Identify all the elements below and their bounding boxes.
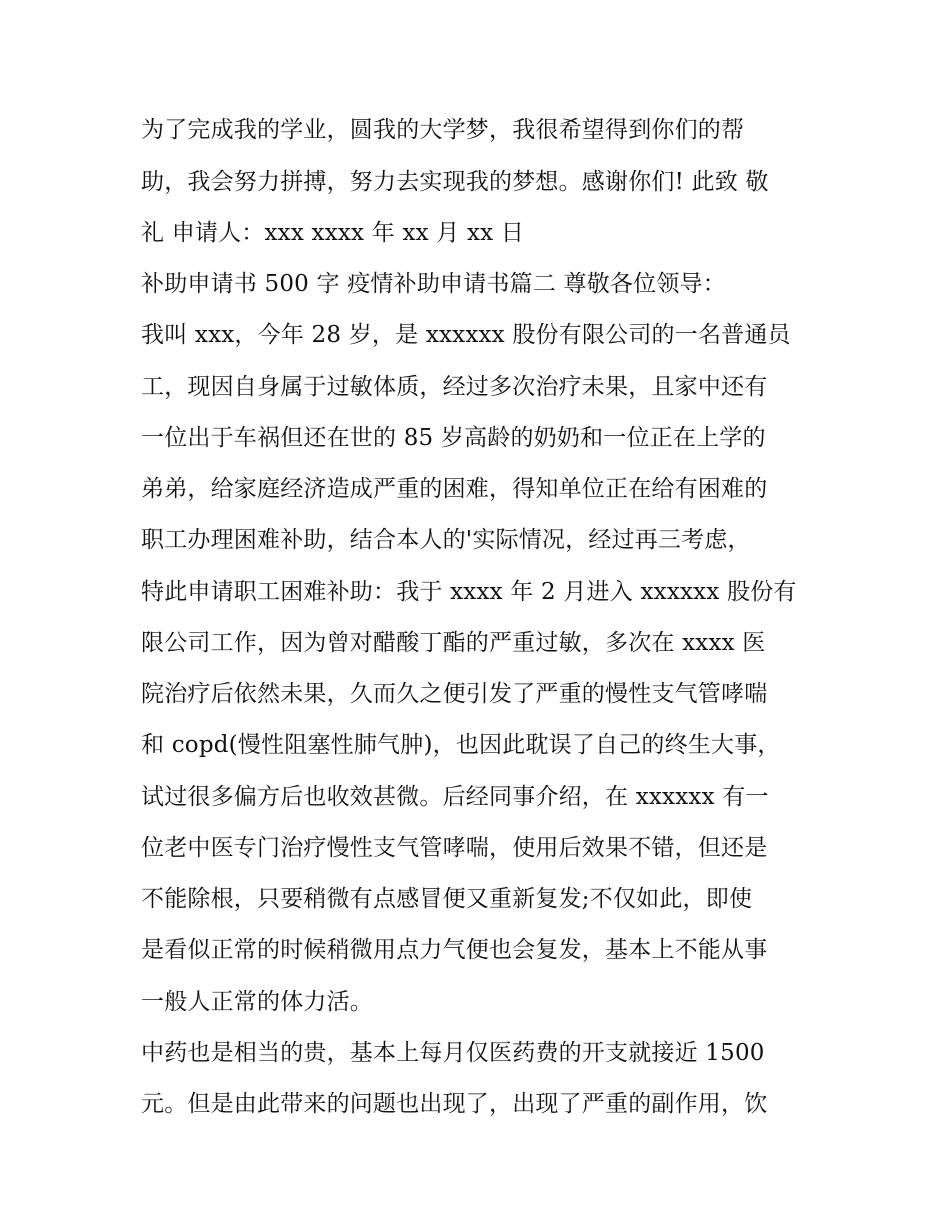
text-line: 一般人正常的体力活。 (141, 989, 373, 1015)
text-line: 位老中医专门治疗慢性支气管哮喘，使用后效果不错，但还是 (141, 835, 768, 861)
text-line: 中药也是相当的贵，基本上每月仅医药费的开支就接近 1500 (141, 1040, 765, 1066)
text-line: 限公司工作，因为曾对醋酸丁酯的严重过敏，多次在 xxxx 医 (141, 630, 766, 656)
text-line: 补助申请书 500 字 疫情补助申请书篇二 尊敬各位领导： (141, 271, 726, 297)
text-line: 助，我会努力拼搏，努力去实现我的梦想。感谢你们! 此致 敬 (141, 169, 769, 195)
text-line: 职工办理困难补助，结合本人的'实际情况，经过再三考虑， (141, 527, 751, 553)
text-line: 弟弟，给家庭经济造成严重的困难，得知单位正在给有困难的 (141, 476, 768, 502)
text-line: 不能除根，只要稍微有点感冒便又重新复发;不仅如此，即使 (141, 886, 753, 912)
text-line: 为了完成我的学业，圆我的大学梦，我很希望得到你们的帮 (141, 117, 745, 143)
text-line: 礼 申请人：xxx xxxx 年 xx 月 xx 日 (141, 220, 525, 246)
text-line: 特此申请职工困难补助：我于 xxxx 年 2 月进入 xxxxxx 股份有 (141, 579, 797, 605)
text-line: 一位出于车祸但还在世的 85 岁高龄的奶奶和一位正在上学的 (141, 425, 766, 451)
text-line: 院治疗后依然未果，久而久之便引发了严重的慢性支气管哮喘 (141, 681, 768, 707)
text-line: 是看似正常的时候稍微用点力气便也会复发，基本上不能从事 (141, 937, 768, 963)
text-line: 工，现因自身属于过敏体质，经过多次治疗未果，且家中还有 (141, 374, 768, 400)
text-line: 试过很多偏方后也收效甚微。后经同事介绍，在 xxxxxx 有一 (141, 784, 769, 810)
text-line: 和 copd(慢性阻塞性肺气肿)，也因此耽误了自己的终生大事， (141, 732, 781, 758)
text-line: 我叫 xxx，今年 28 岁，是 xxxxxx 股份有限公司的一名普通员 (141, 322, 791, 348)
text-line: 元。但是由此带来的问题也出现了，出现了严重的副作用，饮 (141, 1091, 768, 1117)
